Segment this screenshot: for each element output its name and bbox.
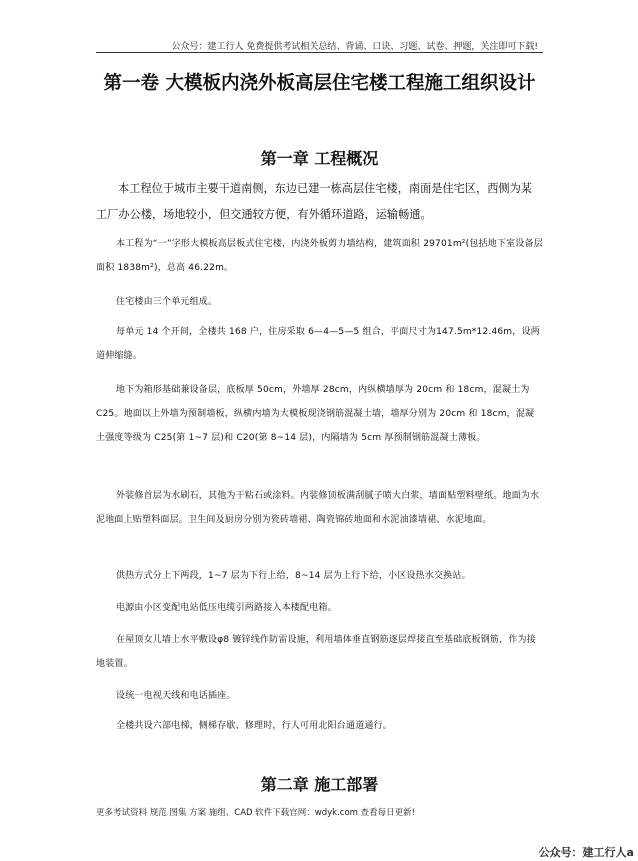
paragraph-7: 供热方式分上下两段，1~7 层为下行上给，8~14 层为上行下给，小区设热水交换站。 <box>116 571 471 581</box>
paragraph-5: 地下为箱形基础兼设备层，底板厚 50cm，外墙厚 28cm，内纵横墙厚为 20cm 和 18cm，混凝土为 C25。地面以上外墙为预制墙板，纵横内墙为大模板现浇钢筋混凝土墙，墙厚分别为 20cm 和 18cm，混凝土强度等级为 C25(第 1~7 层)和 C20(第 8~14 层)，内隔墙为 5cm 厚预制钢筋混凝土薄板。 <box>96 385 535 443</box>
paragraph-4: 每单元 14 个开间，全楼共 168 户，住房采取 6—4—5—5 组合，平面尺寸为147.5m*12.46m，设两道伸缩缝。 <box>96 327 540 361</box>
paragraph-2: 本工程为“一”字形大模板高层板式住宅楼，内浇外板剪力墙结构，建筑面积 29701m²(包括地下室设备层面积 1838m²)，总高 46.22m。 <box>96 239 543 273</box>
document-title: 第一卷 大模板内浇外板高层住宅楼工程施工组织设计 <box>103 73 536 94</box>
header-divider <box>96 52 543 53</box>
paragraph-11: 全楼共设六部电梯，侧梯存歇、修理时，行人可用北阳台通道通行。 <box>116 721 393 731</box>
paragraph-10: 设统一电视天线和电话插座。 <box>116 691 236 701</box>
paragraph-9: 在屋顶女儿墙上水平敷设φ8 镀锌线作防雷设施，利用墙体垂直钢筋逐层焊接直至基础底板钢筋，作为接地装置。 <box>96 635 536 669</box>
chapter-2-heading: 第二章 施工部署 <box>260 775 379 794</box>
paragraph-3: 住宅楼由三个单元组成。 <box>116 297 218 307</box>
paragraph-6: 外装修首层为水刷石，其他为干粘石或涂料。内装修顶板满刮腻子喷大白浆，墙面贴塑料壁纸。地面为水泥地面上贴塑料面层。卫生间及厨房分别为瓷砖墙裙、陶瓷锦砖地面和水泥油漆墙裙、水泥地面。 <box>96 491 540 525</box>
paragraph-8: 电源由小区变配电站低压电缆引两路接入本楼配电箱。 <box>116 603 337 613</box>
watermark-text: 公众号：建工行人a <box>538 846 634 859</box>
page-footer-note: 更多考试资料 规范 图集 方案 施组、CAD 软件下载官网：wdyk.com 查看每日更新! <box>96 808 416 818</box>
page-header-note: 公众号：建工行人 免费提供考试相关总结、背诵、口诀、习题、试卷、押题，关注即可下载! <box>171 42 538 52</box>
chapter-1-heading: 第一章 工程概况 <box>260 149 379 168</box>
paragraph-1: 本工程位于城市主要干道南侧，东边已建一栋高层住宅楼，南面是住宅区，西侧为某工厂办公楼，场地较小，但交通较方便，有外循环道路，运输畅通。 <box>96 182 532 221</box>
